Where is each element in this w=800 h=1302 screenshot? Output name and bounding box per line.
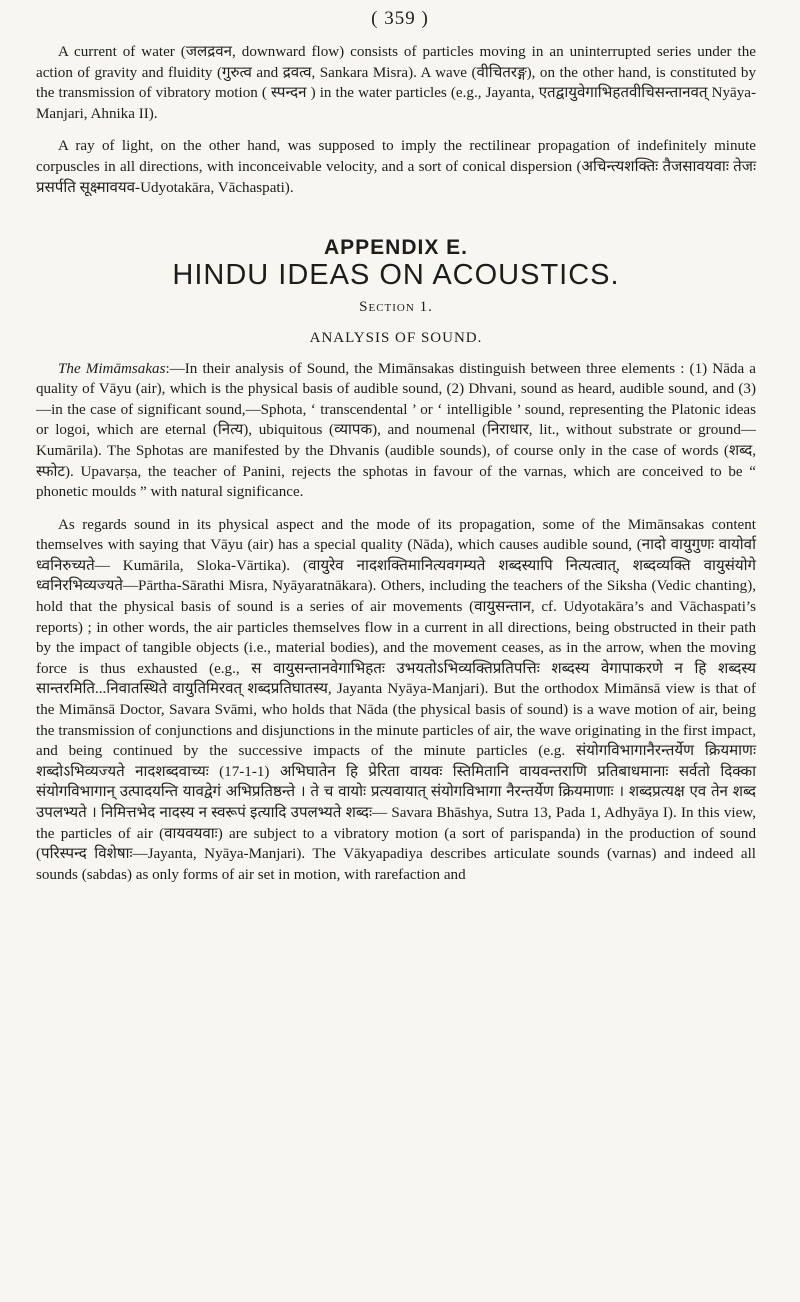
paragraph-light-ray: A ray of light, on the other hand, was supposed to imply the rectilinear propagation of indefinitely minute corpuscles in all directions, with inconceivable velocity, and a sort of conical dispersion (अचिन्त्यशक्तिः तैजसावयवाः तेजः प्रसर्पति सूक्ष्मावयव-Udyotakāra, Vāchaspati). <box>36 138 756 196</box>
paragraph-mimamsakas <box>36 359 756 503</box>
paragraph-text: As regards sound in its physical aspect and the mode of its propagation, some of the Mimānsakas content themselves with saying that Vāyu (air) has a special quality (Nāda), which causes audible sound, (नादो वायुगुणः वायोर्वा ध्वनिरुच्यते— Kumārila, Sloka-Vārtika). (वायुरेव नादशक्तिमानित्यवगम्यते शब्दस्यापि नित्यत्वात्, शब्दव्यक्ति वायुसंयोगे ध्वनिरभिव्यज्यते—Pārtha-Sārathi Misra, Nyāyaratnākara). Others, including the teachers of the Siksha (Vedic chanting), hold that the physical basis of sound is a series of air movements (वायुसन्तान, cf. Udyotakāra’s and Vāchaspati’s reports) ; in other words, the air particles themselves flow in a current in all directions, being obstructed in their path by the impact of tangible objects (i.e., material bodies), and the movement ceases, as in the arrow, when the moving force is thus exhausted (e.g., स वायुसन्तानवेगाभिहतः उभयतोऽभिव्यक्तिप्रतिपत्तिः शब्दस्य वेगापाकरणे न हि शब्दस्य सान्तरमिति...निवातस्थिते वायुतिमिरवत् शब्दप्रतिघातस्य, Jayanta Nyāya-Manjari). But the orthodox Mimānsā view is that of the Mimānsā Doctor, Savara Svāmi, who holds that Nāda (the physical basis of sound) is a wave motion of air, being the transmission of conjunctions and disjunctions in the minute particles of air, the wave originating in the first impact, and being continued by the successive impacts of the minute particles (e.g. संयोगविभागानैरन्तर्येण क्रियमाणः शब्दोऽभिव्यज्यते नादशब्दवाच्यः (17-1-1) अभिघातेन हि प्रेरिता वायवः स्तिमितानि वायवन्तराणि प्रतिबाधमानाः सर्वतो दिक्का संयोगविभागान् उत्पादयन्ति यावद्वेगं अभिप्रतिष्ठन्ते । ते च वायोः प्रत्यवायात् संयोगविभागा नैरन्तर्येण क्रियमाणाः । शब्दप्रत्यक्ष एव तेन शब्द उपलभ्यते । निमित्तभेद नादस्य न स्वरूपं इत्यादि उपलभ्यते शब्दः— Savara Bhāshya, Sutra 13, Pada 1, Adhyāya I). In this view, the particles of air (वायवयवाः) are subject to a vibratory motion (a sort of parispanda) in the production of sound (परिस्पन्द विशेषाः—Jayanta, Nyāya-Manjari). The Vākyapadiya describes articulate sounds (varnas) and indeed all sounds (sabdas) as only forms of air set in motion, with rarefaction and <box>36 516 756 883</box>
paragraph-water-current: A current of water (जलद्रवन, downward flow) consists of particles moving in an uninterrupted series under the action of gravity and fluidity (गुरुत्व and द्रवत्व, Sankara Misra). A wave (वीचितरङ्ग), on the other hand, is constituted by the transmission of vibratory motion ( स्पन्दन ) in the water particles (e.g., Jayanta, एतद्वायुवेगाभिहतवीचिसन्तानवत् Nyāya-Manjari, Ahnika II). <box>36 44 756 122</box>
appendix-title: HINDU IDEAS ON ACOUSTICS. <box>172 258 620 291</box>
paragraph-text: :—In their analysis of Sound, the Mimānsakas distinguish between three elements : (1) Nāda a quality of Vāyu (air), which is the physical basis of audible sound, (2) Dhvani, sound as heard, audible sound, and (3)—in the case of significant sound,—Sphota, ‘ transcendental ’ or ‘ intelligible ’ sound, representing the Platonic ideas or logoi, which are eternal (नित्य), ubiquitous (व्यापक), and noumenal (निराधार, lit., without substrate or ground—Kumārila). The Sphotas are manifested by the Dhvanis (audible sounds), of course only in the case of words (शब्द, स्फोट). Upavarṣa, the teacher of Panini, rejects the sphotas in favour of the varnas, which are conceived to be “ phonetic moulds ” with natural significance. <box>36 360 756 501</box>
paragraph-lead: The Mimāmsakas <box>58 360 166 377</box>
analysis-heading: ANALYSIS OF SOUND. <box>309 329 483 346</box>
page-body <box>36 42 756 897</box>
paragraph-physical-aspect <box>36 515 756 886</box>
appendix-label: APPENDIX E. <box>323 236 469 260</box>
section-label: Section 1. <box>359 299 433 316</box>
page-number: ( 359 ) <box>371 8 429 29</box>
